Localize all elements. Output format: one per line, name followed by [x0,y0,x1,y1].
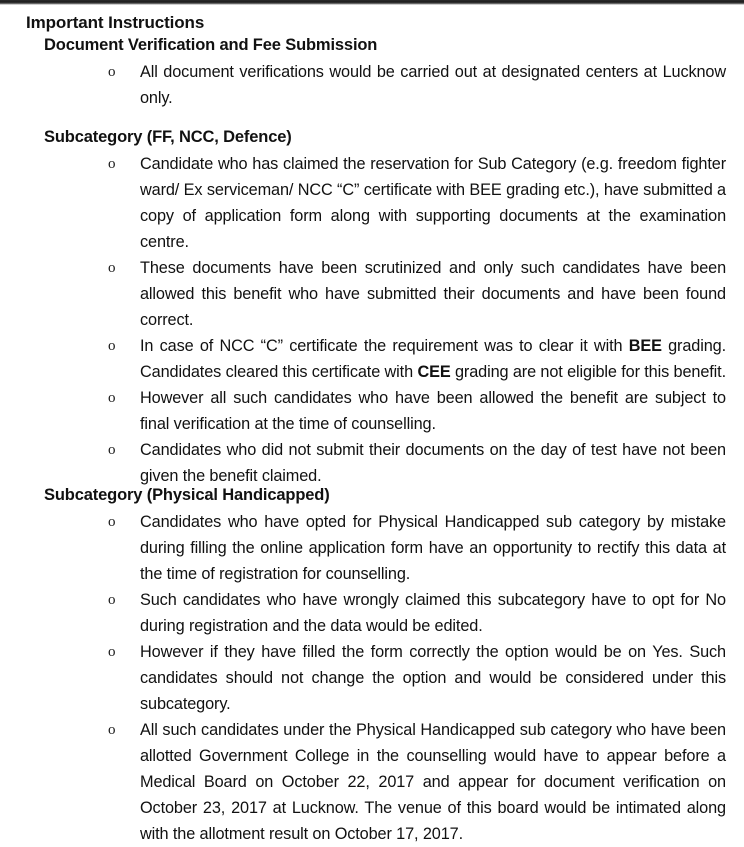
section-document-verification [0,34,744,111]
list-item [0,333,744,385]
emphasis-text: CEE [417,363,451,381]
bullet-marker-icon: o [108,64,116,80]
list-item-text: Candidate who has claimed the reservation for Sub Category (e.g. freedom fighter ward/ Ex serviceman/ NCC “C” certificate with BEE grading etc.), have submitted a copy of application form along with supporting documents at the examination centre. [140,155,726,251]
bullet-marker-icon: o [108,442,116,458]
bullet-list [0,59,744,111]
list-item-text: Candidates who did not submit their documents on the day of test have not been given the benefit claimed. [140,441,726,485]
list-item [0,509,744,587]
bullet-list [0,151,744,489]
bullet-marker-icon: o [108,338,116,354]
bullet-marker-icon: o [108,514,116,530]
list-item-text: However if they have filled the form correctly the option would be on Yes. Such candidates should not change the option and would be considered under this subcategory. [140,643,726,713]
list-item [0,437,744,489]
list-item [0,385,744,437]
list-item [0,587,744,639]
bullet-marker-icon: o [108,390,116,406]
list-item [0,639,744,717]
bullet-marker-icon: o [108,722,116,738]
list-item-text: In case of NCC “C” certificate the requirement was to clear it with BEE grading. Candidates cleared this certificate with CEE grading are not eligible for this benefit. [140,337,726,381]
list-item [0,717,744,847]
bullet-marker-icon: o [108,260,116,276]
bullet-marker-icon: o [108,592,116,608]
list-item-text: However all such candidates who have been allowed the benefit are subject to final verification at the time of counselling. [140,389,726,433]
list-item-text: Such candidates who have wrongly claimed this subcategory have to opt for No during registration and the data would be edited. [140,591,726,635]
list-item-text: These documents have been scrutinized and only such candidates have been allowed this benefit who have submitted their documents and have been found correct. [140,259,726,329]
list-item [0,255,744,333]
bullet-marker-icon: o [108,644,116,660]
section-heading: Document Verification and Fee Submission [44,36,378,54]
list-item-text: All document verifications would be carried out at designated centers at Lucknow only. [140,63,726,107]
list-item-text: Candidates who have opted for Physical Handicapped sub category by mistake during filling the online application form have an opportunity to rectify this data at the time of registration for counselling. [140,513,726,583]
list-item [0,151,744,255]
section-heading: Subcategory (Physical Handicapped) [44,486,330,504]
list-item-text: All such candidates under the Physical Handicapped sub category who have been allotted Government College in the counselling would have to appear before a Medical Board on October 22, 2017 and appear for document verification on October 23, 2017 at Lucknow. The venue of this board would be intimated along with the allotment result on October 17, 2017. [140,721,726,843]
bullet-list [0,509,744,847]
section-heading: Subcategory (FF, NCC, Defence) [44,128,292,146]
section-subcategory-ff-ncc-defence [0,126,744,489]
section-subcategory-physical-handicapped [0,484,744,847]
page-title: Important Instructions [26,13,205,32]
list-item [0,59,744,111]
emphasis-text: BEE [628,337,662,355]
bullet-marker-icon: o [108,156,116,172]
